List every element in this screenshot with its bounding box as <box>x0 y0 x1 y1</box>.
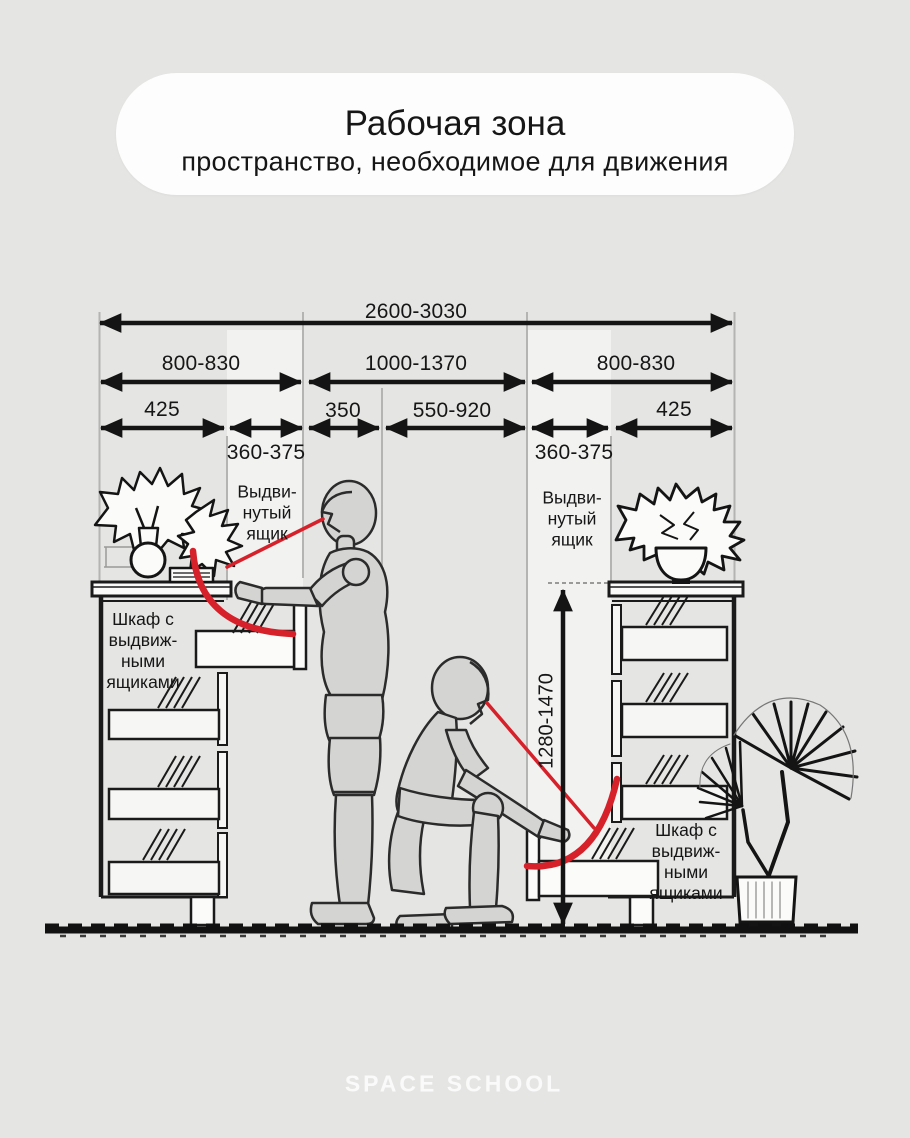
floor-line <box>45 925 858 936</box>
dim-425-right: 425 <box>656 398 692 421</box>
dim-total: 2600-3030 <box>364 300 468 323</box>
pulled-drawer-label-left: Выдви- нутый ящик <box>237 481 297 544</box>
dim-425-left: 425 <box>144 398 180 421</box>
dim-zone-middle: 1000-1370 <box>364 352 468 375</box>
left-plant <box>95 468 242 582</box>
dim-drawer-left: 360-375 <box>226 441 306 464</box>
dim-zone-left: 800-830 <box>161 352 241 375</box>
cabinet-label-right: Шкаф с выдвиж- ными ящиками <box>649 820 723 903</box>
dim-350: 350 <box>325 399 361 422</box>
brand-footer: SPACE SCHOOL <box>344 1070 564 1097</box>
right-plant <box>616 484 744 584</box>
page-subtitle: пространство, необходимое для движения <box>181 146 729 177</box>
dim-drawer-right: 360-375 <box>534 441 614 464</box>
pulled-drawer-label-right: Выдви- нутый ящик <box>542 487 602 550</box>
cabinet-label-left: Шкаф с выдвиж- ными ящиками <box>106 609 180 692</box>
page-title: Рабочая зона <box>344 104 566 143</box>
dim-zone-right: 800-830 <box>596 352 676 375</box>
dim-reach-height: 1280-1470 <box>535 673 558 769</box>
dim-550-920: 550-920 <box>412 399 492 422</box>
